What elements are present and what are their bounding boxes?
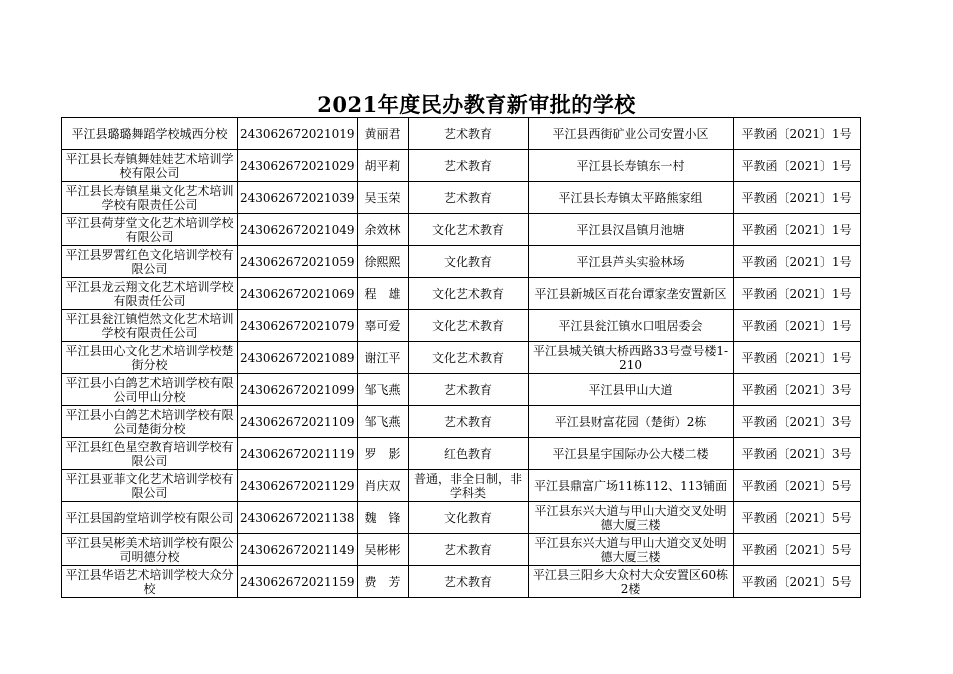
education-type-cell: 文化艺术教育	[408, 278, 528, 310]
address-cell: 平江县东兴大道与甲山大道交叉处明德大厦三楼	[528, 534, 733, 566]
education-type-cell: 艺术教育	[408, 534, 528, 566]
table-row	[62, 342, 861, 374]
school-name-cell: 平江县田心文化艺术培训学校楚街分校	[62, 342, 238, 374]
address-cell: 平江县汉昌镇月池塘	[528, 214, 733, 246]
education-type-cell: 红色教育	[408, 438, 528, 470]
approval-doc-cell: 平教函〔2021〕1号	[733, 278, 860, 310]
table-row	[62, 214, 861, 246]
address-cell: 平江县甲山大道	[528, 374, 733, 406]
school-table	[61, 117, 861, 598]
approval-doc-cell: 平教函〔2021〕1号	[733, 150, 860, 182]
table-row	[62, 278, 861, 310]
address-cell: 平江县东兴大道与甲山大道交叉处明德大厦三楼	[528, 502, 733, 534]
legal-person-cell: 魏 锋	[357, 502, 408, 534]
license-code-cell: 243062672021079	[238, 310, 358, 342]
table-row	[62, 406, 861, 438]
school-name-cell: 平江县华语艺术培训学校大众分校	[62, 566, 238, 598]
license-code-cell: 243062672021099	[238, 374, 358, 406]
table-row	[62, 150, 861, 182]
legal-person-cell: 费 芳	[357, 566, 408, 598]
school-name-cell: 平江县长寿镇星巢文化艺术培训学校有限责任公司	[62, 182, 238, 214]
table-row	[62, 566, 861, 598]
address-cell: 平江县星宇国际办公大楼二楼	[528, 438, 733, 470]
approval-doc-cell: 平教函〔2021〕3号	[733, 374, 860, 406]
school-name-cell: 平江县国韵堂培训学校有限公司	[62, 502, 238, 534]
document-title: 2021年度民办教育新审批的学校	[317, 92, 636, 117]
school-name-cell: 平江县荷芽堂文化艺术培训学校有限公司	[62, 214, 238, 246]
address-cell: 平江县长寿镇太平路熊家组	[528, 182, 733, 214]
table-row	[62, 246, 861, 278]
license-code-cell: 243062672021069	[238, 278, 358, 310]
school-name-cell: 平江县亚菲文化艺术培训学校有限公司	[62, 470, 238, 502]
legal-person-cell: 肖庆双	[357, 470, 408, 502]
school-name-cell: 平江县罗霄红色文化培训学校有限公司	[62, 246, 238, 278]
education-type-cell: 文化教育	[408, 246, 528, 278]
approval-doc-cell: 平教函〔2021〕1号	[733, 214, 860, 246]
education-type-cell: 艺术教育	[408, 406, 528, 438]
approval-doc-cell: 平教函〔2021〕1号	[733, 342, 860, 374]
legal-person-cell: 程 雄	[357, 278, 408, 310]
license-code-cell: 243062672021138	[238, 502, 358, 534]
school-name-cell: 平江县吴彬美术培训学校有限公司明德分校	[62, 534, 238, 566]
address-cell: 平江县鼎富广场11栋112、113铺面	[528, 470, 733, 502]
table-row	[62, 374, 861, 406]
license-code-cell: 243062672021089	[238, 342, 358, 374]
legal-person-cell: 徐熙熙	[357, 246, 408, 278]
table-row	[62, 310, 861, 342]
table-row	[62, 470, 861, 502]
education-type-cell: 文化艺术教育	[408, 214, 528, 246]
license-code-cell: 243062672021119	[238, 438, 358, 470]
approval-doc-cell: 平教函〔2021〕5号	[733, 502, 860, 534]
legal-person-cell: 黄丽君	[357, 118, 408, 150]
approval-doc-cell: 平教函〔2021〕1号	[733, 182, 860, 214]
approval-doc-cell: 平教函〔2021〕5号	[733, 470, 860, 502]
legal-person-cell: 邹飞燕	[357, 406, 408, 438]
education-type-cell: 文化艺术教育	[408, 342, 528, 374]
education-type-cell: 艺术教育	[408, 566, 528, 598]
table-body	[62, 118, 861, 598]
table-row	[62, 182, 861, 214]
approval-doc-cell: 平教函〔2021〕5号	[733, 566, 860, 598]
legal-person-cell: 胡平莉	[357, 150, 408, 182]
address-cell: 平江县芦头实验林场	[528, 246, 733, 278]
education-type-cell: 艺术教育	[408, 118, 528, 150]
approval-doc-cell: 平教函〔2021〕1号	[733, 310, 860, 342]
education-type-cell: 文化教育	[408, 502, 528, 534]
license-code-cell: 243062672021059	[238, 246, 358, 278]
license-code-cell: 243062672021049	[238, 214, 358, 246]
license-code-cell: 243062672021149	[238, 534, 358, 566]
legal-person-cell: 罗 影	[357, 438, 408, 470]
school-name-cell: 平江县红色星空教育培训学校有限公司	[62, 438, 238, 470]
address-cell: 平江县西街矿业公司安置小区	[528, 118, 733, 150]
license-code-cell: 243062672021039	[238, 182, 358, 214]
address-cell: 平江县瓮江镇水口咀居委会	[528, 310, 733, 342]
school-name-cell: 平江县龙云翔文化艺术培训学校有限责任公司	[62, 278, 238, 310]
approval-doc-cell: 平教函〔2021〕3号	[733, 406, 860, 438]
legal-person-cell: 邹飞燕	[357, 374, 408, 406]
table-row	[62, 118, 861, 150]
legal-person-cell: 吴玉荣	[357, 182, 408, 214]
address-cell: 平江县城关镇大桥西路33号壹号楼1-210	[528, 342, 733, 374]
address-cell: 平江县长寿镇东一村	[528, 150, 733, 182]
approval-doc-cell: 平教函〔2021〕1号	[733, 246, 860, 278]
school-name-cell: 平江县璐璐舞蹈学校城西分校	[62, 118, 238, 150]
education-type-cell: 艺术教育	[408, 150, 528, 182]
license-code-cell: 243062672021129	[238, 470, 358, 502]
education-type-cell: 文化艺术教育	[408, 310, 528, 342]
school-name-cell: 平江县长寿镇舞娃娃艺术培训学校有限公司	[62, 150, 238, 182]
license-code-cell: 243062672021029	[238, 150, 358, 182]
license-code-cell: 243062672021159	[238, 566, 358, 598]
license-code-cell: 243062672021109	[238, 406, 358, 438]
legal-person-cell: 吴彬彬	[357, 534, 408, 566]
legal-person-cell: 谢江平	[357, 342, 408, 374]
education-type-cell: 普通，非全日制，非学科类	[408, 470, 528, 502]
address-cell: 平江县三阳乡大众村大众安置区60栋2楼	[528, 566, 733, 598]
school-name-cell: 平江县小白鸽艺术培训学校有限公司楚街分校	[62, 406, 238, 438]
approval-doc-cell: 平教函〔2021〕5号	[733, 534, 860, 566]
license-code-cell: 243062672021019	[238, 118, 358, 150]
school-name-cell: 平江县小白鸽艺术培训学校有限公司甲山分校	[62, 374, 238, 406]
address-cell: 平江县财富花园（楚街）2栋	[528, 406, 733, 438]
approval-doc-cell: 平教函〔2021〕1号	[733, 118, 860, 150]
table-row	[62, 438, 861, 470]
education-type-cell: 艺术教育	[408, 374, 528, 406]
education-type-cell: 艺术教育	[408, 182, 528, 214]
table-row	[62, 534, 861, 566]
school-name-cell: 平江县瓮江镇恺然文化艺术培训学校有限责任公司	[62, 310, 238, 342]
legal-person-cell: 辜可爱	[357, 310, 408, 342]
legal-person-cell: 余效林	[357, 214, 408, 246]
address-cell: 平江县新城区百花台谭家垄安置新区	[528, 278, 733, 310]
approval-doc-cell: 平教函〔2021〕3号	[733, 438, 860, 470]
table-row	[62, 502, 861, 534]
